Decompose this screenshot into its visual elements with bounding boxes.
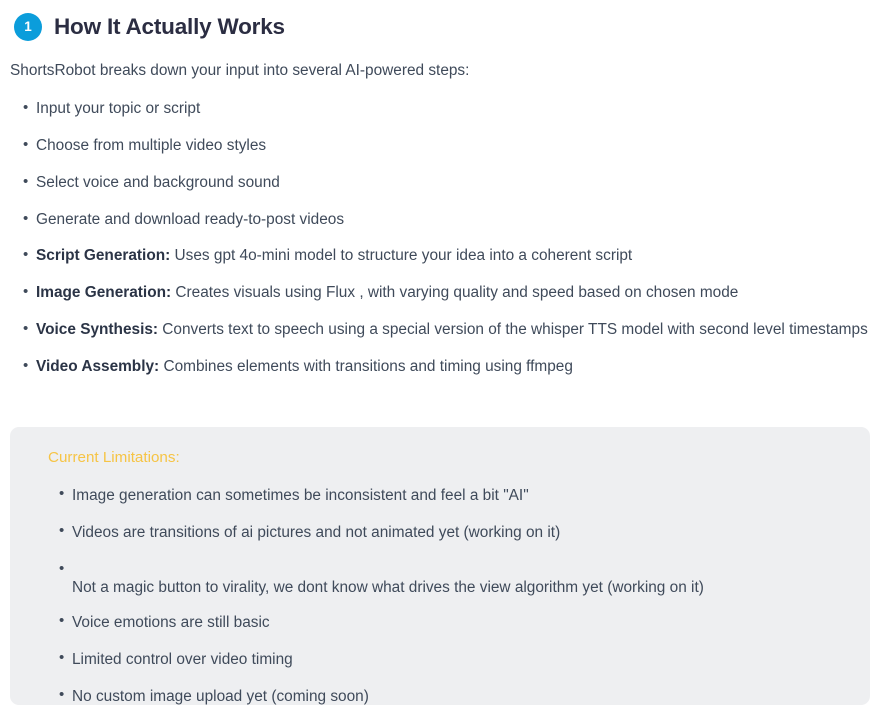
list-item-text: Voice emotions are still basic [72,613,270,631]
list-item [24,245,870,268]
step-number-badge: 1 [14,13,42,41]
list-item-text: Image generation can sometimes be inconsistent and feel a bit "AI" [72,487,529,505]
list-item-text: Input your topic or script [36,100,201,118]
list-item [24,172,870,195]
list-item-text: Choose from multiple video styles [36,136,267,154]
list-item-text: Videos are transitions of ai pictures and not animated yet (working on it) [72,524,561,542]
section-header [0,0,894,41]
intro-paragraph: ShortsRobot breaks down your input into several AI-powered steps: [10,62,470,79]
list-item [60,521,850,544]
list-item-text: Converts text to speech using a special version of the whisper TTS model with second level timestamps [158,320,868,338]
list-item [24,209,870,232]
list-item [60,611,850,634]
steps-list [0,82,894,378]
list-item [60,648,850,671]
list-item-text: Generate and download ready-to-post videos [36,210,345,228]
list-item-lead: Script Generation: [36,247,171,265]
list-item [24,282,870,305]
page-title: How It Actually Works [54,14,285,40]
limitations-panel [10,427,870,705]
list-item [24,319,870,342]
list-item-text: Limited control over video timing [72,650,293,668]
list-item [24,98,870,121]
list-item-lead: Video Assembly: [36,357,160,375]
list-item-text: Uses gpt 4o-mini model to structure your idea into a coherent script [170,247,633,265]
list-item-text: Select voice and background sound [36,173,280,191]
list-item-lead: Voice Synthesis: [36,320,159,338]
list-item [24,135,870,158]
list-item-text: Creates visuals using Flux , with varying quality and speed based on chosen mode [171,284,739,302]
list-item [60,559,850,599]
limitations-list [30,468,850,708]
list-item [60,484,850,507]
limitations-title: Current Limitations: [48,449,180,466]
list-item-text: • Not a magic button to virality, we dont know what drives the view algorithm yet (working on it) [72,578,704,596]
list-item-lead: Image Generation: [36,284,172,302]
list-item [60,685,850,708]
list-item-text: Combines elements with transitions and timing using ffmpeg [159,357,573,375]
list-item-text: No custom image upload yet (coming soon) [72,687,369,705]
list-item [24,356,870,379]
